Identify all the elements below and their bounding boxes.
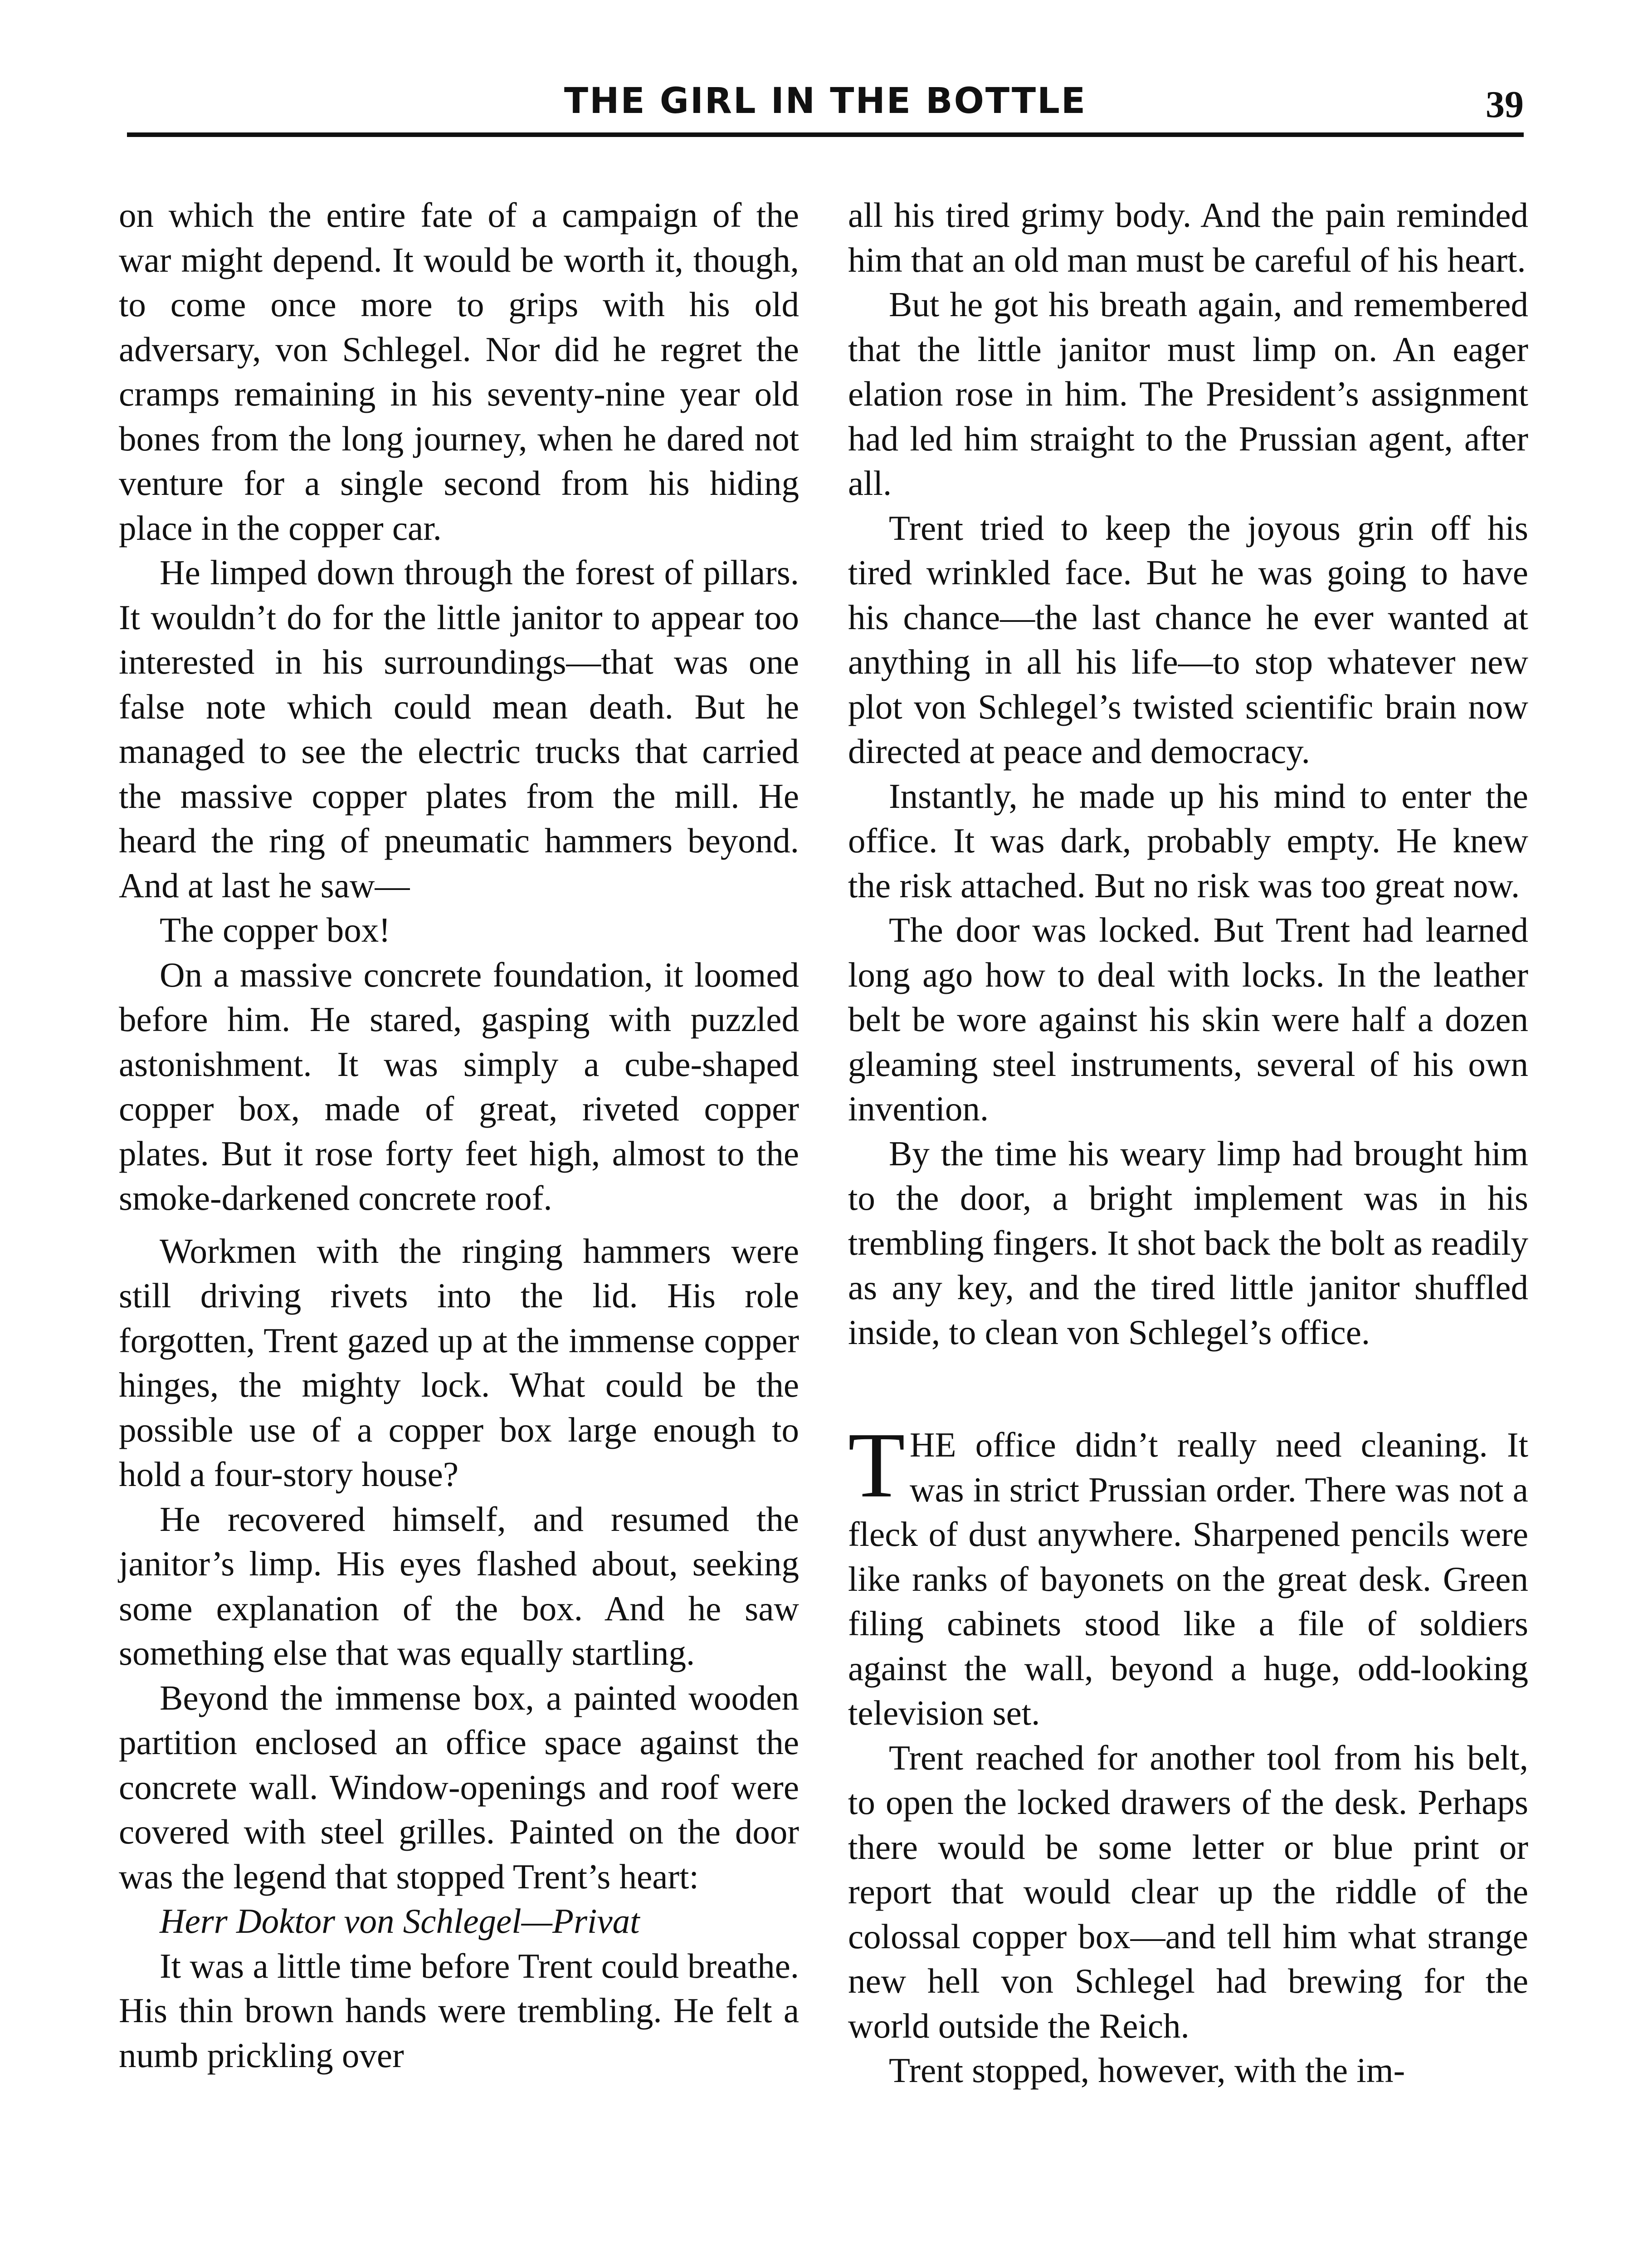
left-column <box>119 193 799 2077</box>
section-paragraph <box>848 1413 1528 1735</box>
paragraph: The copper box! <box>160 910 390 949</box>
paragraph: Trent stopped, however, with the im- <box>889 2051 1405 2090</box>
paragraph: He recovered himself, and resumed the janitor’s limp. His eyes flashed about, seeking some explanation of the box. And he saw something else that was equally startling. <box>119 1499 799 1672</box>
paragraph: all his tired grimy body. And the pain reminded him that an old man must be careful of his heart. <box>848 196 1528 279</box>
page-number: 39 <box>1486 83 1524 126</box>
page-header <box>127 73 1524 141</box>
paragraph: Beyond the immense box, a painted wooden partition enclosed an office space against the concrete wall. Window-openings and roof were covered with steel grilles. Painted on the door was the legend that stopped Trent’s heart: <box>119 1678 799 1896</box>
paragraph: on which the entire fate of a campaign of the war might depend. It would be worth it, though, to come once more to grips with his old adversary, von Schlegel. Nor did he regret the cramps remaining in his seventy-nine year old bones from the long journey, when he dared not venture for a single second from his hiding place in the copper car. <box>119 196 799 547</box>
paragraph: Workmen with the ringing hammers were still driving rivets into the lid. His role forgotten, Trent gazed up at the immense copper hinges, the mighty lock. What could be the possible use of a copper box large enough to hold a four-story house? <box>119 1231 799 1494</box>
paragraph: On a massive concrete foundation, it loomed before him. He stared, gasping with puzzled astonishment. It was simply a cube-shaped copper box, made of great, riveted copper plates. But it rose forty feet high, almost to the smoke-darkened concrete roof. <box>119 955 799 1217</box>
right-column <box>848 193 1528 2093</box>
paragraph: Trent reached for another tool from his belt, to open the locked drawers of the desk. Perhaps there would be some letter or blue print or report that would clear up the riddle of the colossal copper box—and tell him what strange new hell von Schlegel had brewing for the world outside the Reich. <box>848 1738 1528 2045</box>
header-rule <box>127 132 1524 137</box>
paragraph: The door was locked. But Trent had learned long ago how to deal with locks. In the leather belt be wore against his skin were half a dozen gleaming steel instruments, several of his own invention. <box>848 910 1528 1128</box>
section-text: HE office didn’t really need cleaning. It was in strict Prussian order. There was not a fleck of dust anywhere. Sharpened pencils were like ranks of bayonets on the great desk. Green filing cabinets stood like a file of soldiers against the wall, beyond a huge, odd-looking television set. <box>848 1425 1528 1732</box>
running-title: THE GIRL IN THE BOTTLE <box>564 81 1087 122</box>
paragraph: Trent tried to keep the joyous grin off his tired wrinkled face. But he was going to have his chance—the last chance he ever wanted at anything in all his life—to stop whatever new plot von Schlegel’s twisted scientific brain now directed at peace and democracy. <box>848 508 1528 771</box>
paragraph: But he got his breath again, and remembered that the little janitor must limp on. An eager elation rose in him. The President’s assignment had led him straight to the Prussian agent, after all. <box>848 285 1528 503</box>
door-legend: Herr Doktor von Schlegel—Privat <box>160 1901 640 1941</box>
paragraph: Instantly, he made up his mind to enter the office. It was dark, probably empty. He knew the risk attached. But no risk was too great now. <box>848 776 1528 905</box>
paragraph: It was a little time before Trent could breathe. His thin brown hands were trembling. He felt a numb prickling over <box>119 1946 799 2075</box>
paragraph: He limped down through the forest of pillars. It wouldn’t do for the little janitor to appear too interested in his surroundings—that was one false note which could mean death. But he managed to see the electric trucks that carried the massive copper plates from the mill. He heard the ring of pneumatic hammers beyond. And at last he saw— <box>119 553 799 905</box>
drop-cap: T <box>848 1413 905 1517</box>
paragraph: By the time his weary limp had brought him to the door, a bright implement was in his trembling fingers. It shot back the bolt as readily as any key, and the tired little janitor shuffled inside, to clean von Schlegel’s office. <box>848 1134 1528 1352</box>
